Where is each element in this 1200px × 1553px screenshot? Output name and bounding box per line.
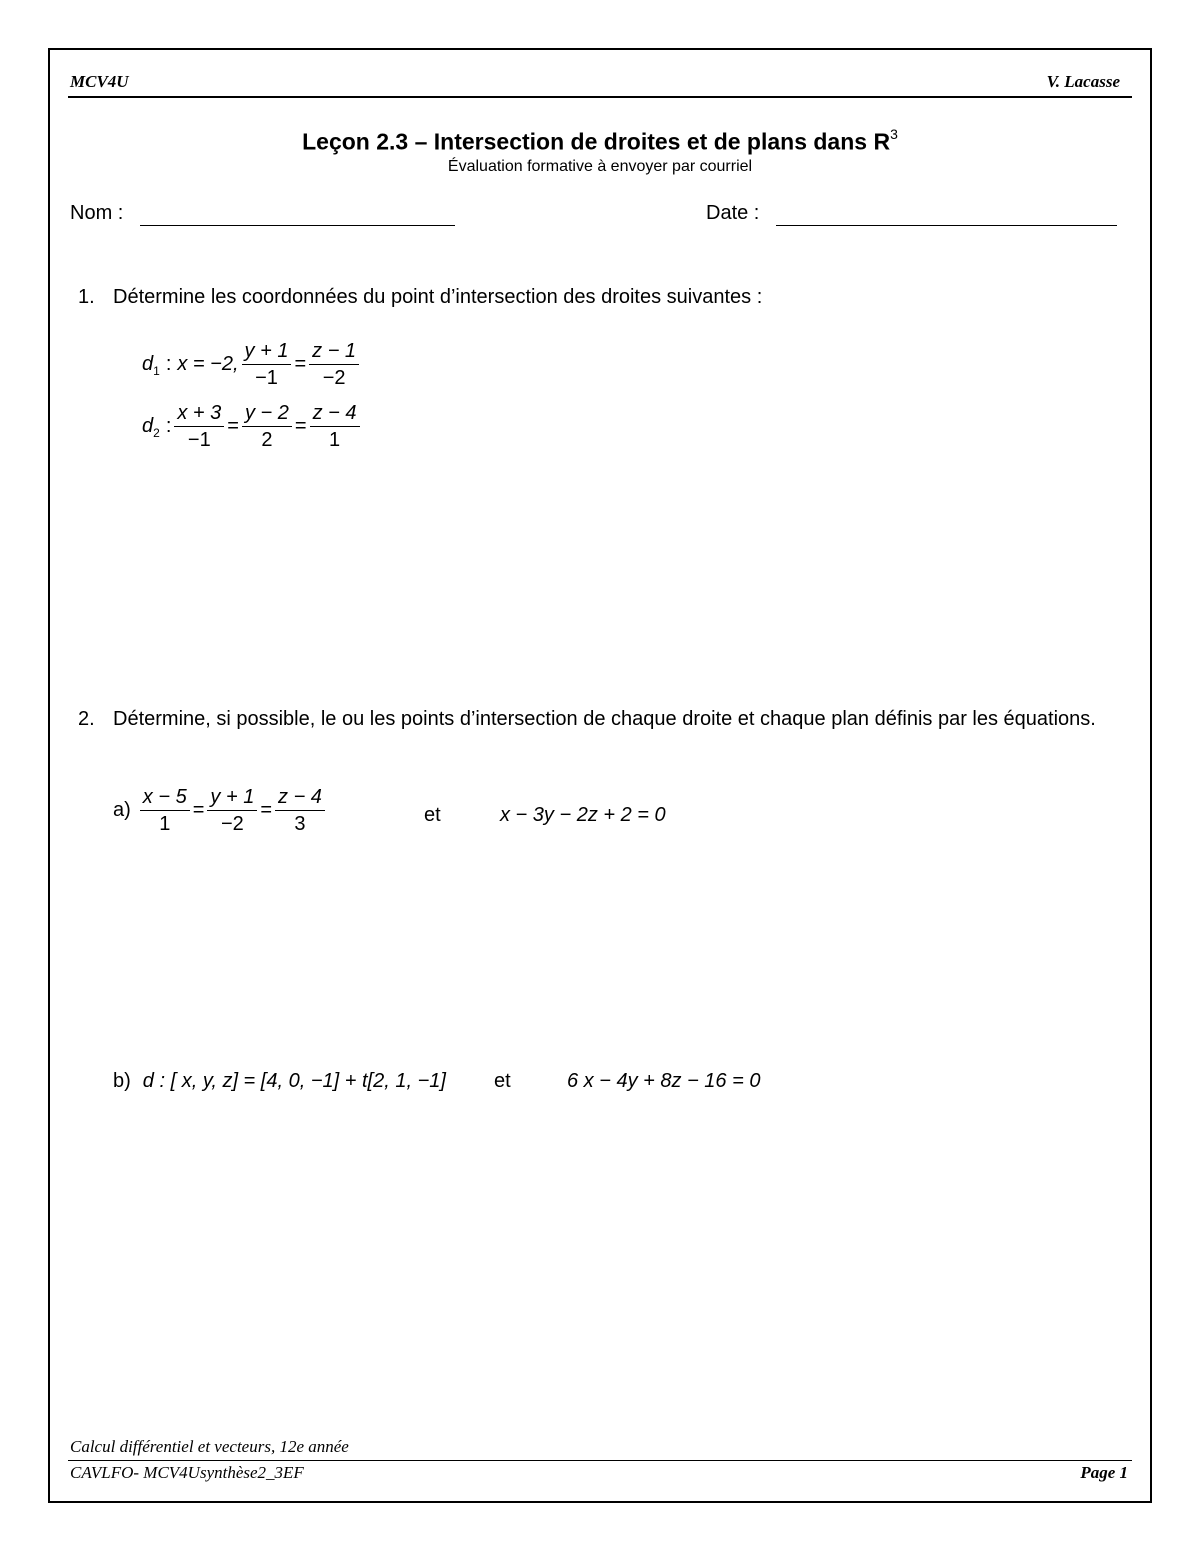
question-2-number: 2. [78, 708, 95, 730]
d2-fraction-z-num: z − 4 [310, 402, 360, 427]
d2-fraction-x-num: x + 3 [174, 402, 224, 427]
d1-name: d [142, 353, 154, 375]
question-1-number: 1. [78, 286, 95, 308]
d2-fraction-z-den: 1 [328, 429, 341, 451]
title-text: Leçon 2.3 – Intersection de droites et de plans dans R [302, 128, 891, 155]
name-label: Nom : [70, 202, 124, 224]
question-2b [113, 1070, 446, 1093]
d1-fraction-z-den: −2 [322, 367, 346, 389]
d1-fraction-y-num: y + 1 [242, 340, 292, 365]
date-label: Date : [706, 202, 760, 224]
q2a-equals-2: = [260, 799, 273, 821]
d2-fraction-y-num: y − 2 [242, 402, 292, 427]
q2a-fraction-z-num: z − 4 [275, 786, 325, 811]
name-field-line[interactable] [140, 225, 455, 226]
d2-fraction-y-den: 2 [261, 429, 273, 451]
d2-equals-1: = [227, 415, 239, 437]
q2a-connector: et [424, 804, 441, 826]
course-code: MCV4U [70, 72, 129, 91]
d2-subscript: 2 [153, 425, 160, 440]
page-title [0, 128, 1200, 156]
d1-fraction-y-den: −1 [255, 367, 278, 389]
page-subtitle: Évaluation formative à envoyer par courriel [447, 158, 753, 175]
d1-fraction-z-num: z − 1 [309, 340, 359, 365]
line-d2-equation [142, 402, 363, 451]
page-frame [48, 48, 1152, 1503]
q2a-fraction-y-den: −2 [220, 813, 244, 835]
d1-x-equation: x = −2, [177, 353, 239, 375]
q2a-fraction-x-den: 1 [159, 813, 171, 835]
d2-name: d [142, 415, 154, 437]
author-name: V. Lacasse [1046, 72, 1120, 91]
footer-page-number: Page 1 [1080, 1463, 1128, 1482]
question-1-text: Détermine les coordonnées du point d’intersection des droites suivantes : [113, 286, 763, 308]
q2b-line-equation: d : [ x, y, z] = [4, 0, −1] + t[2, 1, −1] [142, 1070, 446, 1092]
d2-fraction-x-den: −1 [187, 429, 211, 451]
d1-fraction-y [242, 340, 292, 389]
question-2a [113, 786, 328, 835]
title-superscript: 3 [890, 126, 898, 142]
q2a-equals-1: = [192, 799, 205, 821]
d2-fraction-x [174, 402, 224, 451]
q2a-fraction-x [140, 786, 190, 835]
q2a-fraction-y-num: y + 1 [207, 786, 257, 811]
d2-fraction-z [310, 402, 360, 451]
q2a-fraction-z [275, 786, 325, 835]
footer-file-code: CAVLFO- MCV4Usynthèse2_3EF [70, 1463, 304, 1482]
q2a-fraction-z-den: 3 [294, 813, 306, 835]
d2-equals-2: = [294, 415, 307, 437]
footer-course-name: Calcul différentiel et vecteurs, 12e année [70, 1437, 349, 1456]
d1-subscript: 1 [153, 363, 160, 378]
line-d1-equation [142, 340, 362, 389]
q2b-plane-equation: 6 x − 4y + 8z − 16 = 0 [567, 1070, 761, 1092]
footer-rule [68, 1460, 1132, 1461]
q2a-fraction-y [207, 786, 257, 835]
q2a-label: a) [113, 799, 131, 821]
d2-colon: : [165, 415, 172, 437]
date-field-line[interactable] [776, 225, 1117, 226]
d1-equals: = [294, 353, 307, 375]
header-rule [68, 96, 1132, 98]
q2b-connector: et [494, 1070, 511, 1092]
q2b-label: b) [113, 1070, 131, 1092]
d2-fraction-y [242, 402, 292, 451]
d1-colon: : [165, 353, 172, 375]
d1-fraction-z [309, 340, 359, 389]
question-2-text: Détermine, si possible, le ou les points d’intersection de chaque droite et chaque plan définis par les équations. [113, 708, 1096, 730]
q2a-plane-equation: x − 3y − 2z + 2 = 0 [500, 804, 666, 826]
q2a-fraction-x-num: x − 5 [140, 786, 190, 811]
